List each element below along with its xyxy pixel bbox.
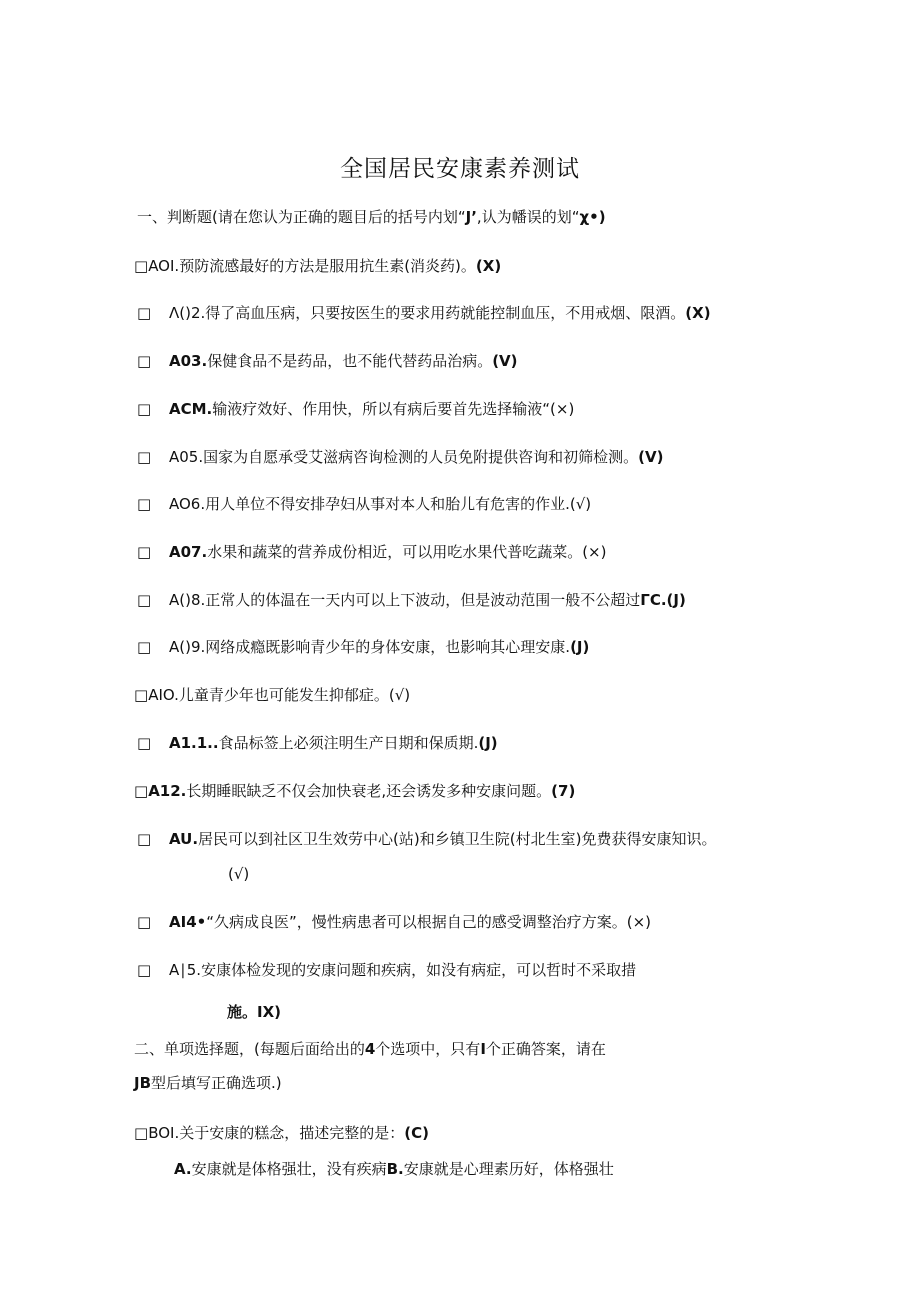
question-item	[137, 912, 651, 932]
question-text: 安康体检发现的安康问题和疾病，如没有病症，可以哲时不采取措	[201, 961, 637, 979]
question-item	[137, 351, 518, 371]
question-number: Λ()2.	[169, 304, 206, 322]
question-item	[134, 781, 575, 801]
question-answer: (V)	[638, 448, 664, 466]
option-a-label: A.	[174, 1160, 192, 1178]
question-number: AOI.	[148, 257, 180, 275]
question-number: A()8.	[169, 591, 206, 609]
checkbox-icon: □	[137, 591, 152, 609]
question-item	[137, 960, 636, 980]
question-text: 关于安康的糕念，描述完整的是：	[179, 1124, 405, 1142]
question-text: 得了高血压病，只要按医生的要求用药就能控制血压，不用戒烟、限酒。	[205, 304, 686, 322]
question-text: 网络成瘾既影响青少年的身体安康，也影响其心理安康.	[205, 638, 571, 656]
question-number: AU.	[169, 830, 199, 848]
question-item	[137, 590, 686, 610]
checkbox-icon: □	[134, 1124, 149, 1142]
question-answer: (J)	[570, 638, 590, 656]
question-item	[137, 829, 716, 849]
section-1-heading-j: J’	[465, 208, 477, 226]
question-text: 保健食品不是药品，也不能代替药品治病。	[207, 352, 493, 370]
question-number: A12.	[148, 782, 187, 800]
question-number: A1.1..	[169, 734, 219, 752]
checkbox-icon: □	[134, 686, 149, 704]
section-2-heading-text: 二、单项选择题，(每题后面给出的	[134, 1040, 365, 1058]
section-2-heading-rest: 型后填写正确选项.)	[151, 1074, 282, 1092]
section-1-heading-mid: ,认为幡误的划“	[476, 208, 580, 226]
question-answer: ΓC.(J)	[640, 591, 686, 609]
section-2-heading-four: 4	[364, 1040, 376, 1058]
section-2-heading-jb: JB	[134, 1074, 152, 1092]
question-number: AI4•	[169, 913, 207, 931]
checkbox-icon: □	[134, 782, 149, 800]
question-text: 国家为自愿承受艾滋病咨询检测的人员免附提供咨询和初筛检测。	[203, 448, 639, 466]
section-2-heading-text-c: 个正确答案，请在	[485, 1040, 606, 1058]
checkbox-icon: □	[137, 913, 152, 931]
question-item	[137, 494, 591, 514]
section-2-heading	[134, 1039, 606, 1059]
question-item	[137, 303, 711, 323]
question-number: AO6.	[169, 495, 206, 513]
checkbox-icon: □	[137, 830, 152, 848]
question-text: 居民可以到社区卫生效劳中心(站)和乡镇卫生院(村北生室)免费获得安康知识。	[198, 830, 717, 848]
question-answer: (C)	[404, 1124, 429, 1142]
question-number: ACM.	[169, 400, 213, 418]
checkbox-icon: □	[137, 352, 152, 370]
question-number: A∣5.	[169, 961, 202, 979]
question-item	[137, 399, 574, 419]
question-answer: (X)	[685, 304, 711, 322]
question-number: A07.	[169, 543, 208, 561]
options-line	[174, 1159, 614, 1179]
page-title: 全国居民安康素养测试	[340, 156, 580, 182]
checkbox-icon: □	[137, 638, 152, 656]
section-2-heading-one: I	[480, 1040, 486, 1058]
question-answer: (J)	[478, 734, 498, 752]
question-text: 用人单位不得安排孕妇从事对本人和胎儿有危害的作业.(√)	[205, 495, 592, 513]
question-answer: (V)	[492, 352, 518, 370]
question-text: 儿童青少年也可能发生抑郁症。(√)	[178, 686, 411, 704]
section-1-heading-end: χ•)	[579, 208, 606, 226]
question-item	[137, 637, 589, 657]
checkbox-icon: □	[137, 495, 152, 513]
question-continuation: (√)	[228, 865, 250, 883]
option-b-label: B.	[386, 1160, 404, 1178]
question-item	[134, 685, 410, 705]
section-2-heading-line2	[134, 1073, 282, 1093]
checkbox-icon: □	[137, 543, 152, 561]
question-item	[134, 1123, 429, 1143]
checkbox-icon: □	[137, 734, 152, 752]
question-text: 正常人的体温在一天内可以上下波动，但是波动范围一般不公超过	[205, 591, 641, 609]
section-2-heading-text-b: 个选项中，只有	[375, 1040, 481, 1058]
question-number: A03.	[169, 352, 208, 370]
question-text: 水果和蔬菜的营养成份相近，可以用吃水果代普吃蔬菜。(×)	[207, 543, 607, 561]
question-number: AIO.	[148, 686, 179, 704]
question-number: A05.	[169, 448, 204, 466]
question-item	[137, 542, 606, 562]
checkbox-icon: □	[134, 257, 149, 275]
checkbox-icon: □	[137, 400, 152, 418]
question-continuation: 施。IX)	[227, 1003, 282, 1021]
question-text: 食品标签上必须注明生产日期和保质期.	[218, 734, 479, 752]
question-text: 长期睡眠缺乏不仅会加快衰老,还会诱发多种安康问题。	[186, 782, 552, 800]
checkbox-icon: □	[137, 961, 152, 979]
option-b-text: 安康就是心理素历好，体格强壮	[403, 1160, 614, 1178]
question-item	[137, 733, 498, 753]
question-answer: (X)	[475, 257, 502, 275]
option-a-text: 安康就是体格强壮，没有疾病	[191, 1160, 387, 1178]
question-text: 输液疗效好、作用快，所以有病后要首先选择输液“(×)	[212, 400, 575, 418]
checkbox-icon: □	[137, 448, 152, 466]
checkbox-icon: □	[137, 304, 152, 322]
question-item	[137, 447, 663, 467]
question-number: A()9.	[169, 638, 206, 656]
section-1-heading-text: 一、判断题(请在您认为正确的题目后的括号内划“	[137, 208, 466, 226]
question-text: 预防流感最好的方法是服用抗生素(消炎药)。	[179, 257, 476, 275]
section-1-heading	[137, 207, 606, 227]
question-item	[134, 256, 501, 276]
question-answer: (7)	[551, 782, 576, 800]
question-text: “久病成良医”，慢性病患者可以根据自己的感受调整治疗方案。(×)	[206, 913, 652, 931]
question-number: BOI.	[148, 1124, 180, 1142]
